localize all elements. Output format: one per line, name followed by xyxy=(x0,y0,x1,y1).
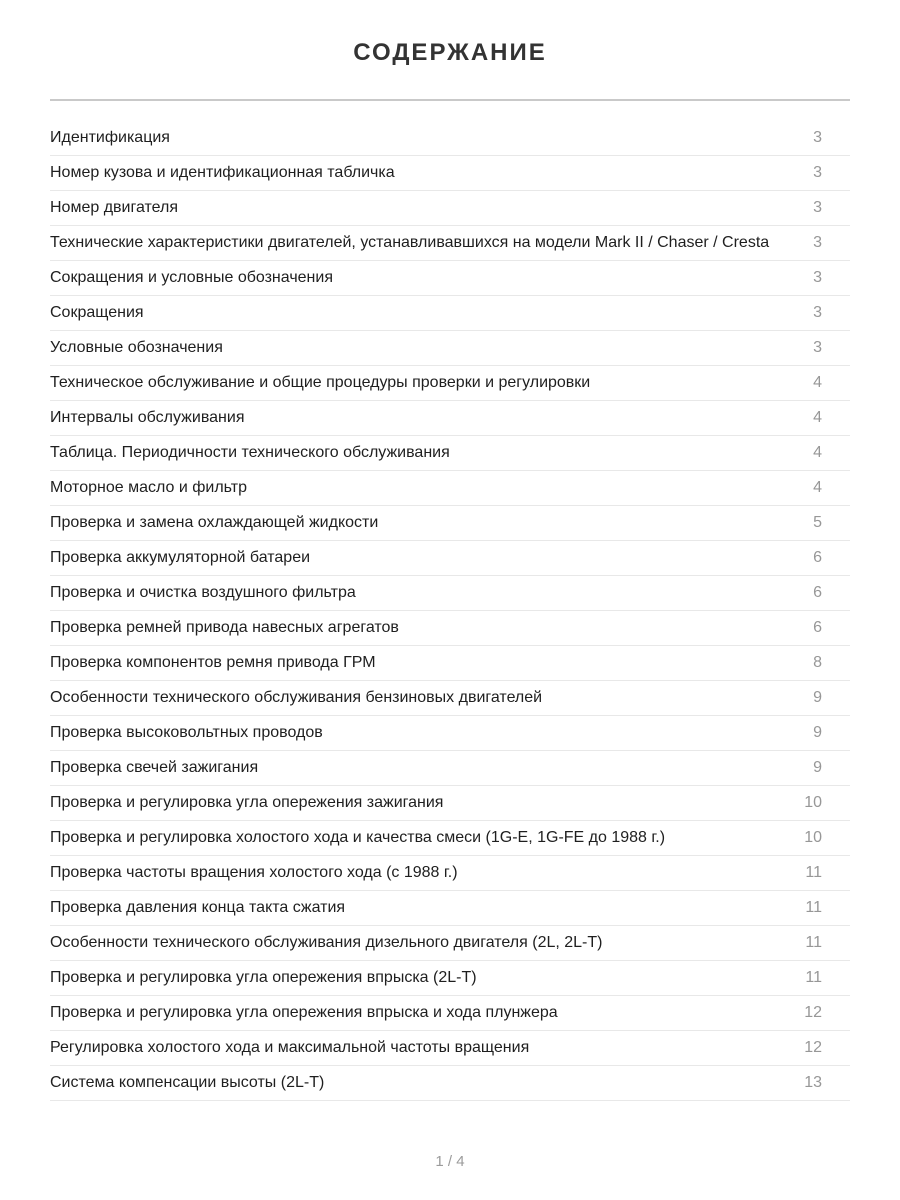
toc-item-label: Номер кузова и идентификационная табличка xyxy=(50,164,395,181)
toc-item-label: Проверка частоты вращения холостого хода (с 1988 г.) xyxy=(50,864,458,881)
toc-item-page: 3 xyxy=(813,234,822,251)
toc-item-page: 12 xyxy=(804,1004,822,1021)
toc-row xyxy=(50,576,850,611)
toc-item-page: 10 xyxy=(804,794,822,811)
toc-row xyxy=(50,821,850,856)
toc-row xyxy=(50,541,850,576)
toc-item-page: 4 xyxy=(813,479,822,496)
toc-item-label: Проверка и очистка воздушного фильтра xyxy=(50,584,356,601)
toc-item-label: Проверка и замена охлаждающей жидкости xyxy=(50,514,379,531)
toc-item-label: Система компенсации высоты (2L-T) xyxy=(50,1074,325,1091)
toc-item-page: 11 xyxy=(805,969,822,986)
toc-row xyxy=(50,996,850,1031)
toc-row xyxy=(50,891,850,926)
page-indicator: 1 / 4 xyxy=(435,1153,465,1170)
toc-row xyxy=(50,681,850,716)
toc-item-page: 11 xyxy=(805,899,822,916)
toc-item-page: 6 xyxy=(813,584,822,601)
toc-item-page: 3 xyxy=(813,129,822,146)
toc-row xyxy=(50,856,850,891)
toc-row xyxy=(50,611,850,646)
toc-item-label: Проверка высоковольтных проводов xyxy=(50,724,323,741)
toc-row xyxy=(50,471,850,506)
toc-item-page: 13 xyxy=(804,1074,822,1091)
toc-item-page: 4 xyxy=(813,409,822,426)
toc-row xyxy=(50,226,850,261)
toc-item-label: Проверка и регулировка угла опережения впрыска и хода плунжера xyxy=(50,1004,558,1021)
toc-row xyxy=(50,191,850,226)
toc-item-label: Проверка и регулировка холостого хода и качества смеси (1G-E, 1G-FE до 1988 г.) xyxy=(50,829,666,846)
title-divider xyxy=(50,99,850,101)
toc-row xyxy=(50,1031,850,1066)
toc-row xyxy=(50,366,850,401)
toc-row xyxy=(50,296,850,331)
toc-row xyxy=(50,1066,850,1101)
toc-item-page: 9 xyxy=(813,724,822,741)
toc-item-label: Проверка аккумуляторной батареи xyxy=(50,549,311,566)
toc-item-page: 3 xyxy=(813,164,822,181)
toc-item-page: 10 xyxy=(804,829,822,846)
toc-item-page: 5 xyxy=(813,514,822,531)
toc-item-page: 11 xyxy=(805,934,822,951)
toc-row xyxy=(50,121,850,156)
toc-item-page: 4 xyxy=(813,444,822,461)
toc-row xyxy=(50,436,850,471)
toc-item-page: 3 xyxy=(813,269,822,286)
toc-item-page: 9 xyxy=(813,759,822,776)
toc-row xyxy=(50,751,850,786)
toc-item-label: Сокращения и условные обозначения xyxy=(50,269,333,286)
toc-item-label: Проверка свечей зажигания xyxy=(50,759,259,776)
page-title: СОДЕРЖАНИЕ xyxy=(353,39,547,66)
toc-item-page: 11 xyxy=(805,864,822,881)
toc-row xyxy=(50,926,850,961)
toc-item-label: Проверка и регулировка угла опережения зажигания xyxy=(50,794,444,811)
toc-item-label: Идентификация xyxy=(50,129,170,146)
toc-item-page: 3 xyxy=(813,339,822,356)
toc-row xyxy=(50,331,850,366)
toc-item-label: Номер двигателя xyxy=(50,199,179,216)
toc-item-page: 6 xyxy=(813,549,822,566)
toc-row xyxy=(50,961,850,996)
toc-item-label: Моторное масло и фильтр xyxy=(50,479,247,496)
toc-list xyxy=(50,121,850,1101)
toc-item-label: Регулировка холостого хода и максимальной частоты вращения xyxy=(50,1039,530,1056)
toc-item-label: Проверка ремней привода навесных агрегатов xyxy=(50,619,399,636)
toc-row xyxy=(50,646,850,681)
toc-item-page: 9 xyxy=(813,689,822,706)
toc-item-label: Проверка компонентов ремня привода ГРМ xyxy=(50,654,376,671)
toc-row xyxy=(50,156,850,191)
toc-item-label: Интервалы обслуживания xyxy=(50,409,245,426)
toc-item-label: Сокращения xyxy=(50,304,144,321)
toc-item-label: Условные обозначения xyxy=(50,339,223,356)
toc-item-label: Техническое обслуживание и общие процедуры проверки и регулировки xyxy=(50,374,591,391)
toc-item-label: Проверка и регулировка угла опережения впрыска (2L-T) xyxy=(50,969,477,986)
toc-item-label: Таблица. Периодичности технического обслуживания xyxy=(50,444,450,461)
toc-row xyxy=(50,716,850,751)
toc-item-label: Особенности технического обслуживания дизельного двигателя (2L, 2L-T) xyxy=(50,934,603,951)
toc-row xyxy=(50,261,850,296)
toc-item-page: 3 xyxy=(813,199,822,216)
toc-item-page: 3 xyxy=(813,304,822,321)
toc-item-page: 6 xyxy=(813,619,822,636)
toc-item-page: 4 xyxy=(813,374,822,391)
toc-row xyxy=(50,401,850,436)
toc-item-label: Технические характеристики двигателей, устанавливавшихся на модели Mark II / Chaser / Cresta xyxy=(50,234,770,251)
toc-row xyxy=(50,786,850,821)
document-page xyxy=(0,38,900,1200)
toc-item-label: Проверка давления конца такта сжатия xyxy=(50,899,346,916)
toc-item-page: 12 xyxy=(804,1039,822,1056)
toc-item-label: Особенности технического обслуживания бензиновых двигателей xyxy=(50,689,543,706)
toc-item-page: 8 xyxy=(813,654,822,671)
toc-row xyxy=(50,506,850,541)
